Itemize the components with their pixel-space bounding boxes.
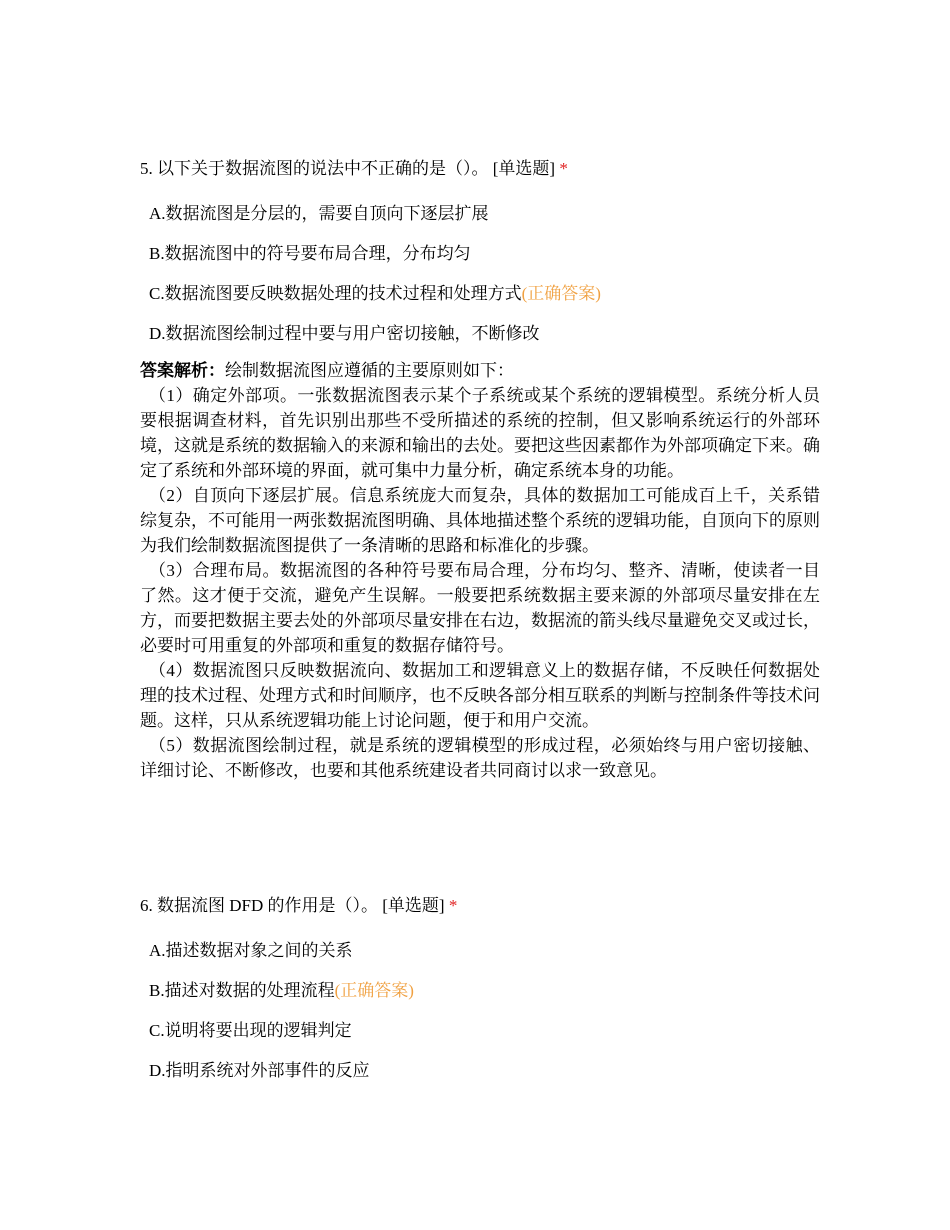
question-6	[140, 894, 820, 1099]
question-type: [单选题]	[492, 159, 556, 178]
option-text: B.描述对数据的处理流程	[149, 981, 335, 1000]
question-number: 6.	[140, 896, 153, 915]
options-list	[140, 202, 820, 346]
option-b	[149, 979, 820, 1003]
analysis-point-5: （5）数据流图绘制过程，就是系统的逻辑模型的形成过程，必须始终与用户密切接触、详细讨论、不断修改，也要和其他系统建设者共同商讨以求一致意见。	[140, 736, 820, 780]
option-text: D.指明系统对外部事件的反应	[149, 1061, 370, 1080]
option-d	[149, 322, 820, 346]
question-5	[140, 157, 820, 783]
option-c	[149, 1019, 820, 1043]
option-text: B.数据流图中的符号要布局合理，分布均匀	[149, 244, 471, 263]
options-list	[140, 939, 820, 1083]
analysis-point-2: （2）自顶向下逐层扩展。信息系统庞大而复杂，具体的数据加工可能成百上千，关系错综复杂，不可能用一两张数据流图明确、具体地描述整个系统的逻辑功能，自顶向下的原则为我们绘制数据流图提供了一条清晰的思路和标准化的步骤。	[140, 486, 820, 555]
analysis-intro: 绘制数据流图应遵循的主要原则如下：	[225, 361, 514, 380]
analysis-heading	[140, 358, 820, 383]
analysis-point-3: （3）合理布局。数据流图的各种符号要布局合理，分布均匀、整齐、清晰，使读者一目了然。这才便于交流，避免产生误解。一般要把系统数据主要来源的外部项尽量安排在左方，而要把数据主要去处的外部项尽量安排在右边，数据流的箭头线尽量避免交叉或过长，必要时可用重复的外部项和重复的数据存储符号。	[140, 561, 820, 655]
question-text: 以下关于数据流图的说法中不正确的是（）。	[157, 159, 489, 178]
question-title	[140, 894, 820, 918]
analysis-point-4: （4）数据流图只反映数据流向、数据加工和逻辑意义上的数据存储，不反映任何数据处理的技术过程、处理方式和时间顺序，也不反映各部分相互联系的判断与控制条件等技术问题。这样，只从系统逻辑功能上讨论问题，便于和用户交流。	[140, 661, 820, 730]
option-b	[149, 242, 820, 266]
answer-analysis	[140, 358, 820, 783]
required-mark: *	[559, 159, 568, 178]
question-number: 5.	[140, 159, 153, 178]
option-d	[149, 1059, 820, 1083]
question-type: [单选题]	[382, 896, 445, 915]
option-a	[149, 202, 820, 226]
option-text: A.数据流图是分层的，需要自顶向下逐层扩展	[149, 204, 489, 223]
option-text: C.说明将要出现的逻辑判定	[149, 1021, 352, 1040]
option-c	[149, 282, 820, 306]
option-a	[149, 939, 820, 963]
required-mark: *	[448, 896, 458, 915]
option-text: A.描述数据对象之间的关系	[149, 941, 353, 960]
analysis-point-1: （1）确定外部项。一张数据流图表示某个子系统或某个系统的逻辑模型。系统分析人员要根据调查材料，首先识别出那些不受所描述的系统的控制，但又影响系统运行的外部环境，这就是系统的数据输入的来源和输出的去处。要把这些因素都作为外部项确定下来。确定了系统和外部环境的界面，就可集中力量分析，确定系统本身的功能。	[140, 386, 820, 480]
correct-answer-tag: (正确答案)	[334, 981, 414, 1000]
correct-answer-tag: (正确答案)	[521, 284, 601, 303]
option-text: D.数据流图绘制过程中要与用户密切接触，不断修改	[149, 324, 540, 343]
question-text: 数据流图 DFD 的作用是（）。	[157, 896, 379, 915]
analysis-label: 答案解析：	[140, 361, 225, 380]
question-title	[140, 157, 820, 181]
option-text: C.数据流图要反映数据处理的技术过程和处理方式	[149, 284, 522, 303]
